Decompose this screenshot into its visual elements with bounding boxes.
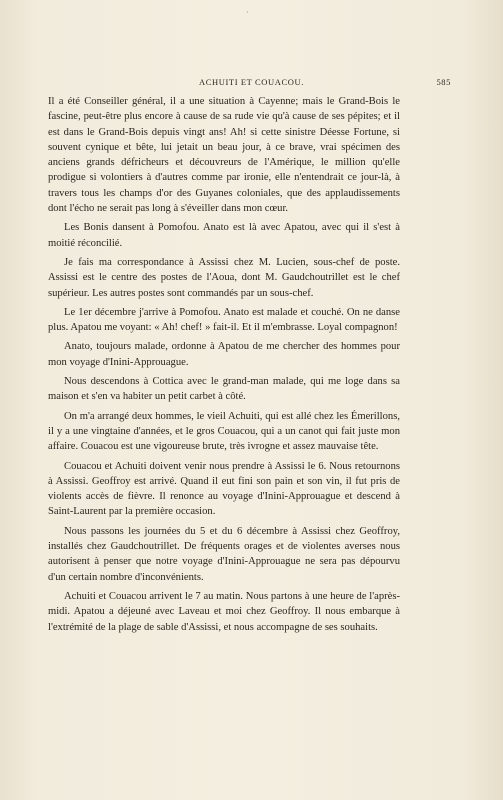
scan-mark: · (246, 8, 249, 17)
paragraph: Je fais ma correspondance à Assissi chez M. Lucien, sous-chef de poste. Assissi est le centre des postes de l'Aoua, dont M. Gaudchoutrillet est le chef supérieur. Les autres postes sont commandés par un sous-chef. (48, 256, 400, 299)
paragraph: Anato, toujours malade, ordonne à Apatou de me chercher des hommes pour mon voyage d'Inini-Approuague. (48, 341, 400, 368)
page-header (52, 77, 451, 91)
paragraph: Achuiti et Couacou arrivent le 7 au matin. Nous partons à une heure de l'après-midi. Apatou a déjeuné avec Laveau et moi chez Geoffroy. Il nous embarque à l'extrémité de la plage de sable d'Assissi, et nous accompagne de ses souhaits. (48, 590, 400, 633)
body-text (48, 94, 400, 639)
running-title: ACHUITI ET COUACOU. (199, 77, 304, 87)
paragraph: On m'a arrangé deux hommes, le vieil Achuiti, qui est allé chez les Émerillons, il y a une vingtaine d'années, et le gros Couacou, qui a un canot qui fait juste mon affaire. Couacou est une vigoureuse brute, très ivrogne et assez mauvaise tête. (48, 410, 400, 453)
paragraph: Le 1er décembre j'arrive à Pomofou. Anato est malade et couché. On ne danse plus. Apatou me voyant: « Ah! chef! » fait-il. Et il m'embrasse. Loyal compagnon! (48, 306, 400, 334)
paragraph: Nous descendons à Cottica avec le grand-man malade, qui me loge dans sa maison et s'en va habiter un petit carbet à côté. (48, 376, 400, 403)
paragraph: Couacou et Achuiti doivent venir nous prendre à Assissi le 6. Nous retournons à Assissi. Geoffroy est arrivé. Quand il eut fini son pain et son vin, il fut pris de violents accès de fièvre. Il renonce au voyage d'Inini-Approuague et descend à Saint-Laurent par la première occasion. (48, 460, 400, 518)
page-number: 585 (436, 77, 451, 87)
paragraph: Nous passons les journées du 5 et du 6 décembre à Assissi chez Geoffroy, installés chez Gaudchoutrillet. De fréquents orages et de violentes averses nous autorisent à penser que notre voyage d'Inini-Approuague ne sera pas dépourvu d'un certain nombre d'inconvénients. (48, 525, 400, 583)
paragraph: Il a été Conseiller général, il a une situation à Cayenne; mais le Grand-Bois le fascine, peut-être plus encore à cause de sa rude vie qu'à cause de ses pépites; et il est dans le Grand-Bois depuis vingt ans! Ah! si cette sinistre Déesse Fortune, si souvent cynique et bête, lui jetait un beau jour, à ce brave, vrai spécimen des anciens grands défricheurs et découvreurs de l'Amérique, le million qu'elle prodigue si volontiers à d'autres comme par ironie, elle n'entendrait ce jour-là, à travers tous les champs d'or des Guyanes coloniales, que des applaudissements dont l'écho ne serait pas long à s'éveiller dans mon cœur. (48, 96, 400, 215)
paragraph: Les Bonis dansent à Pomofou. Anato est là avec Apatou, avec qui il s'est à moitié réconcilié. (48, 222, 400, 249)
